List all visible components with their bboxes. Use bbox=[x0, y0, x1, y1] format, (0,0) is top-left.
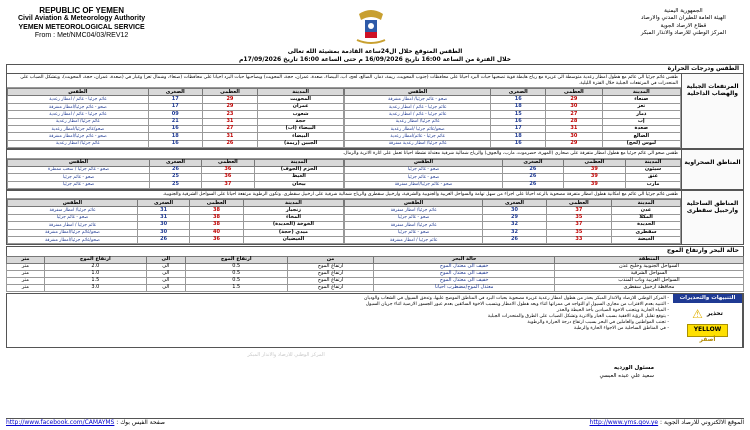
weather-desc: غائم جزئيا/ امطار متفرقة bbox=[8, 207, 138, 214]
table-row bbox=[8, 140, 344, 147]
max-temp: 26 bbox=[202, 140, 257, 147]
header-max: العظمى bbox=[190, 200, 244, 207]
max-temp: 23 bbox=[202, 111, 257, 118]
sea-header-from: من bbox=[287, 257, 374, 264]
desert-table-right bbox=[344, 159, 681, 189]
city-name: الخوخة (الحديدة) bbox=[243, 222, 343, 229]
header-min: الصغرى bbox=[150, 159, 202, 166]
header-weather: الطقس bbox=[345, 89, 491, 96]
table-row bbox=[345, 181, 681, 188]
desert-body bbox=[7, 150, 681, 189]
max-temp: 27 bbox=[546, 111, 602, 118]
sea-wave-from: 0.5 bbox=[185, 278, 287, 285]
min-temp: 18 bbox=[491, 103, 546, 110]
table-row bbox=[345, 111, 681, 118]
min-temp: 21 bbox=[148, 118, 202, 125]
min-temp: 17 bbox=[148, 96, 202, 103]
desert-description: طقس صحو الى غائم جزئيا مع هطول امطار متفرقة على صحاري (المهرة، حضرموت، مارب، والجوف) والرياح شمالية شرقية معتدلة نشطة احيانا تعمل على اثارة الاتربة والرمال. bbox=[7, 150, 681, 159]
desert-table-left bbox=[7, 159, 344, 189]
validity-period bbox=[6, 48, 744, 64]
warning-level-box bbox=[673, 294, 743, 347]
weather-desc: غائم جزئيا - غائم/امطار رعدية bbox=[345, 133, 491, 140]
min-temp: 30 bbox=[483, 207, 547, 214]
weather-desc: صحو - غائم جزئيا/امطار متفرقة bbox=[8, 103, 149, 110]
weather-desc: غائم جزئيا/ امطار رعدية bbox=[8, 140, 149, 147]
max-temp: 33 bbox=[546, 236, 611, 243]
table-body bbox=[345, 96, 681, 148]
min-temp: 16 bbox=[148, 140, 202, 147]
facebook-link[interactable]: http://www.facebook.com/CAMAYMS bbox=[6, 419, 115, 427]
city-name: المكلا bbox=[612, 214, 681, 221]
min-temp: 30 bbox=[137, 229, 189, 236]
weather-desc: صحو - غائم جزئيا/امطار متفرقة bbox=[8, 133, 149, 140]
weather-desc: غائم جزئيا/ امطار متفرقة bbox=[345, 222, 483, 229]
sea-to-label: الى bbox=[146, 264, 185, 271]
min-temp: 16 bbox=[491, 140, 546, 147]
website-label: الموقع الالكتروني للارصاد الجوية : bbox=[660, 419, 744, 427]
header-max: العظمى bbox=[201, 159, 254, 166]
city-name: صنعاء bbox=[602, 96, 680, 103]
highlands-body bbox=[7, 74, 681, 148]
warning-line: - يتوقع تقليل الرؤية الافقية بسبب الغبار والاتربة وتشكل الضباب على الطرق والمنحدرات الجبلية bbox=[487, 314, 669, 320]
coastal-table-left bbox=[7, 199, 344, 244]
header-row bbox=[345, 200, 681, 207]
city-name: عتق bbox=[626, 174, 681, 181]
city-name: بيحان bbox=[254, 181, 343, 188]
max-temp: 37 bbox=[546, 207, 611, 214]
sea-header-state: حالة البحر bbox=[374, 257, 555, 264]
sea-header-to: الى bbox=[146, 257, 185, 264]
warnings-block bbox=[6, 293, 744, 348]
header-weather: الطقس bbox=[8, 200, 138, 207]
city-name: مارب bbox=[626, 181, 681, 188]
min-temp: 16 bbox=[148, 126, 202, 133]
max-temp: 39 bbox=[563, 181, 625, 188]
service-name-en: YEMEN METEOROLOGICAL SERVICE bbox=[18, 23, 145, 31]
coastal-table-right bbox=[344, 199, 681, 244]
validity-line2: خلال الفترة من الساعة 16:00 تاريخ 16/09/2026 م حتى الساعة 16:00 تاريخ 17/09/2026م bbox=[239, 55, 511, 63]
max-temp: 31 bbox=[202, 118, 257, 125]
max-temp: 38 bbox=[190, 214, 244, 221]
city-name: البيضاء (اب) bbox=[258, 126, 344, 133]
sea-unit: متر bbox=[7, 285, 45, 292]
footer bbox=[6, 418, 744, 427]
sea-header-area: المنطقة bbox=[554, 257, 743, 264]
header-city: المدينة bbox=[258, 89, 344, 96]
sea-unit: متر bbox=[7, 264, 45, 271]
city-name: المخاء bbox=[243, 214, 343, 221]
sea-section-title: حالة البحر وارتفاع الموج bbox=[6, 246, 744, 256]
header-min: الصغرى bbox=[148, 89, 202, 96]
weather-desc: صحو - غائم جزئيا bbox=[345, 229, 483, 236]
city-name: سقطرى bbox=[612, 229, 681, 236]
warning-exclamation-icon: ⚠ bbox=[692, 306, 703, 321]
min-temp: 25 bbox=[150, 174, 202, 181]
sea-wave-to: 3.0 bbox=[44, 285, 146, 292]
weather-section-title: الطقس ودرجات الحرارة bbox=[6, 64, 744, 74]
sea-state: خفيف الى معتدل الموج bbox=[374, 271, 555, 278]
header-min: الصغرى bbox=[483, 200, 547, 207]
sea-to-label: الى bbox=[146, 285, 185, 292]
min-temp: 26 bbox=[483, 236, 547, 243]
warning-line: - في المناطق الساحلية من الاجواء الحارة والرطبة bbox=[574, 326, 669, 332]
sea-header-wave: ارتفاع الموج bbox=[185, 257, 287, 264]
sea-wave-to: 1.5 bbox=[44, 278, 146, 285]
header-city: المدينة bbox=[243, 200, 343, 207]
weather-desc: غائم جزئيا / امطار متفرقة bbox=[8, 222, 138, 229]
sea-row bbox=[7, 285, 744, 292]
weather-desc: صحو - غائم جزئيا/امطار متفرقة bbox=[345, 181, 503, 188]
table-row bbox=[345, 126, 681, 133]
weather-desc: صحو - غائم جزئيا / سحب ممطرة bbox=[8, 166, 150, 173]
weather-desc: غائم جزئيا - غائم / امطار رعدية bbox=[345, 111, 491, 118]
weather-desc: صحو - غائم جزئيا bbox=[8, 181, 150, 188]
coastal-tables bbox=[7, 199, 681, 244]
facebook-label: صفحة الفيس بوك : bbox=[116, 419, 165, 427]
min-temp: 26 bbox=[503, 166, 564, 173]
table-head bbox=[345, 159, 681, 166]
city-name: ذمار bbox=[602, 111, 680, 118]
desert-tables bbox=[7, 159, 681, 189]
warning-level-ar: تحذير bbox=[706, 310, 723, 318]
table-body bbox=[345, 207, 681, 244]
facebook-link-group bbox=[6, 420, 165, 427]
max-temp: 36 bbox=[201, 174, 254, 181]
weather-desc: صحو - غائم جزئيا bbox=[345, 166, 503, 173]
max-temp: 29 bbox=[202, 103, 257, 110]
max-temp: 36 bbox=[201, 166, 254, 173]
sea-state: خفيف الى معتدل الموج bbox=[374, 278, 555, 285]
max-temp: 31 bbox=[546, 126, 602, 133]
max-temp: 36 bbox=[190, 236, 244, 243]
min-temp: 31 bbox=[137, 207, 189, 214]
table-head bbox=[8, 200, 344, 207]
city-name: الغيضة bbox=[612, 236, 681, 243]
city-name: الحزم (الجوف) bbox=[254, 166, 343, 173]
table-row bbox=[345, 118, 681, 125]
weather-desc: غائم جزئيا - غائم / امطار رعدية bbox=[345, 103, 491, 110]
header-weather: الطقس bbox=[8, 159, 150, 166]
sea-from-label: ارتفاع الموج bbox=[287, 264, 374, 271]
city-name: تعز bbox=[602, 103, 680, 110]
header-weather: الطقس bbox=[345, 200, 483, 207]
city-name: البيضاء bbox=[258, 133, 344, 140]
min-temp: 18 bbox=[148, 133, 202, 140]
city-name: عدن bbox=[612, 207, 681, 214]
weather-desc: صحو - غائم جزئيا bbox=[8, 214, 138, 221]
header-max: العظمى bbox=[202, 89, 257, 96]
sea-unit: متر bbox=[7, 278, 45, 285]
min-temp: 09 bbox=[148, 111, 202, 118]
warning-line: - التنبيه بعدم الاقتراب من مجاري السيول او التواجد في ممراتها اثناء وبعد هطول الامطار ويتسبب الاخوة السائقين بعدم عبور الجسور الارضية اثناء جريان السيول bbox=[365, 302, 669, 308]
header-min: الصغرى bbox=[137, 200, 189, 207]
weather-desc: غائم جزئيا/ امطار رعدية bbox=[345, 118, 491, 125]
min-temp: 31 bbox=[137, 214, 189, 221]
min-temp: 32 bbox=[483, 222, 547, 229]
city-name: الحديدة bbox=[612, 222, 681, 229]
warning-line: - تجنب المواطنين والعاملين في البحر بسبب ارتفاع درجة الحرارة والرطوبة bbox=[527, 320, 669, 326]
center-name-ar: المركز الوطني للارصاد والانذار المبكر bbox=[640, 30, 726, 37]
website-link-group bbox=[590, 420, 744, 427]
city-name: الغيظ bbox=[254, 174, 343, 181]
max-temp: 39 bbox=[563, 166, 625, 173]
shift-officer-name: سعيد علي عبده العبسي bbox=[599, 373, 654, 380]
max-temp: 29 bbox=[202, 96, 257, 103]
weather-desc: غائم جزئيا/ امطار رعدية متفرقة bbox=[345, 140, 491, 147]
sea-state-table bbox=[6, 256, 744, 292]
weather-desc: غائم جزئيا/ امطار رعدية bbox=[8, 118, 149, 125]
max-temp: 29 bbox=[546, 140, 602, 147]
warning-line: - المركز الوطني للارصاد والانذار المبكر يحذر من هطول امطار رعدية غزيرة مصحوبة بحبات البرد في المناطق الموضح عليها، وتدفق السيول في الشعاب والوديان bbox=[364, 296, 669, 302]
max-temp: 35 bbox=[546, 229, 611, 236]
sea-area: السواحل الغربية وباب المندب bbox=[554, 278, 743, 285]
highlands-table-right bbox=[344, 88, 681, 148]
sea-table-body bbox=[7, 264, 744, 292]
min-temp: 17 bbox=[148, 103, 202, 110]
max-temp: 37 bbox=[546, 222, 611, 229]
form-code: From : Met/NMC04/03/REV12 bbox=[34, 31, 129, 39]
table-row bbox=[345, 174, 681, 181]
sector-name-ar: قطاع الارصاد الجوية bbox=[660, 22, 707, 29]
header-weather: الطقس bbox=[8, 89, 149, 96]
table-body bbox=[8, 96, 344, 148]
coastal-region-label: المناطق الساحلية وارخبيل سقطرى bbox=[681, 191, 743, 244]
highlands-block bbox=[6, 73, 744, 149]
min-temp: 16 bbox=[491, 96, 546, 103]
sea-wave-from: 1.5 bbox=[185, 285, 287, 292]
max-temp: 38 bbox=[190, 207, 244, 214]
authority-name-en: Civil Aviation & Meteorology Authority bbox=[18, 15, 146, 23]
table-row bbox=[8, 103, 344, 110]
sea-header-unit: متر bbox=[7, 257, 45, 264]
table-row bbox=[345, 140, 681, 147]
sea-area: السواحل الجنوبية وخليج عدن bbox=[554, 264, 743, 271]
max-temp: 38 bbox=[190, 222, 244, 229]
weather-desc: صحو - غائم جزئيا bbox=[8, 174, 150, 181]
table-row bbox=[8, 236, 344, 243]
highlands-tables bbox=[7, 88, 681, 148]
stamp-text: المركز الوطني للارصاد والانذار المبكر bbox=[247, 352, 325, 359]
country-name-ar: الجمهورية اليمنية bbox=[664, 8, 703, 14]
sea-state: خفيف الى معتدل الموج bbox=[374, 264, 555, 271]
weather-desc: صحو - غائم جزئيا bbox=[345, 174, 503, 181]
table-head bbox=[345, 89, 681, 96]
max-temp: 28 bbox=[546, 118, 602, 125]
shift-officer bbox=[600, 364, 654, 381]
header bbox=[6, 4, 744, 48]
min-temp: 26 bbox=[137, 236, 189, 243]
table-body bbox=[345, 166, 681, 188]
min-temp: 29 bbox=[483, 214, 547, 221]
coastal-block bbox=[6, 190, 744, 245]
city-name: إب bbox=[602, 118, 680, 125]
table-row bbox=[345, 222, 681, 229]
header-city: المدينة bbox=[612, 200, 681, 207]
min-temp: 15 bbox=[491, 111, 546, 118]
max-temp: 30 bbox=[546, 103, 602, 110]
sea-from-label: ارتفاع الموج bbox=[287, 285, 374, 292]
header-arabic bbox=[641, 8, 726, 38]
city-name: سيئون bbox=[626, 166, 681, 173]
country-name-en: REPUBLIC OF YEMEN bbox=[39, 6, 124, 15]
weather-desc: صحو/غائم جزئيا/امطار رعدية bbox=[8, 126, 149, 133]
max-temp: 40 bbox=[190, 229, 244, 236]
sea-header-wave-2: ارتفاع الموج bbox=[44, 257, 146, 264]
coastal-body bbox=[7, 191, 681, 244]
max-temp: 29 bbox=[546, 96, 602, 103]
table-head bbox=[8, 89, 344, 96]
sea-unit: متر bbox=[7, 271, 45, 278]
min-temp: 30 bbox=[137, 222, 189, 229]
header-city: المدينة bbox=[626, 159, 681, 166]
weather-desc: غائم جزئيا / امطار متفرقة bbox=[345, 236, 483, 243]
weather-desc: غائم جزئيا - غائم / امطار رعدية bbox=[8, 111, 149, 118]
warnings-text bbox=[7, 294, 673, 347]
city-name: زنجبار bbox=[243, 207, 343, 214]
weather-desc: صحو/غائم جزئيا/امطار متفرقة bbox=[8, 229, 138, 236]
max-temp: 27 bbox=[202, 126, 257, 133]
header-city: المدينة bbox=[254, 159, 343, 166]
coastal-description: طقس غائم جزئيا الى غائم مع امكانية هطول امطار متفرقة مصحوبة بالرعد احيانا على اجزاء من سهل تهامة والسواحل الغربية والجنوبية والشرقية، وارخبيل سقطرى والرياح شمالية شرقية على ارخبيل سقطرى. وتكون الرطوبة مرتفعة احيانا على السواحل الشرقية والجنوبية. bbox=[7, 191, 681, 200]
header-max: العظمى bbox=[546, 89, 602, 96]
center-stamp bbox=[206, 352, 366, 384]
highlands-region-label: المرتفعات الجبلية والهضاب الداخلية bbox=[681, 74, 743, 148]
table-row bbox=[8, 174, 344, 181]
weather-desc: غائم جزئيا - غائم / امطار رعدية bbox=[8, 96, 149, 103]
min-temp: 26 bbox=[150, 166, 202, 173]
header-weather: الطقس bbox=[345, 159, 503, 166]
sea-area: السواحل الشرقية bbox=[554, 271, 743, 278]
sea-wave-to: 2.0 bbox=[44, 264, 146, 271]
signature-area bbox=[6, 350, 744, 388]
warnings-title: التنبيهات والتحذيرات bbox=[673, 294, 742, 302]
max-temp: 35 bbox=[546, 214, 611, 221]
sea-from-label: ارتفاع الموج bbox=[287, 278, 374, 285]
desert-region-label: المناطق الصحراوية bbox=[681, 150, 743, 189]
header-english bbox=[18, 6, 145, 40]
city-name: الجبين (ريمة) bbox=[258, 140, 344, 147]
sea-from-label: ارتفاع الموج bbox=[287, 271, 374, 278]
desert-block bbox=[6, 149, 744, 190]
weather-desc: غائم جزئيا/ امطار متفرقة bbox=[345, 207, 483, 214]
city-name: شعوب bbox=[258, 111, 344, 118]
header-row bbox=[345, 159, 681, 166]
min-temp: 18 bbox=[491, 133, 546, 140]
sea-area: محافظة ارخبيل سقطرى bbox=[554, 285, 743, 292]
city-name: حجة bbox=[258, 118, 344, 125]
max-temp: 39 bbox=[563, 174, 625, 181]
table-row bbox=[345, 166, 681, 173]
sea-wave-from: 0.5 bbox=[185, 271, 287, 278]
warning-level-en: YELLOW bbox=[687, 324, 729, 337]
header-row bbox=[345, 89, 681, 96]
city-name: الغيضيان bbox=[243, 236, 343, 243]
city-name: الضالع bbox=[602, 133, 680, 140]
city-name: المحويت bbox=[258, 96, 344, 103]
table-head bbox=[345, 200, 681, 207]
max-temp: 31 bbox=[202, 133, 257, 140]
sea-wave-from: 0.5 bbox=[185, 264, 287, 271]
weather-desc: صحو - غائم جزئيا bbox=[345, 214, 483, 221]
sea-wave-to: 1.0 bbox=[44, 271, 146, 278]
sea-state: معتدل الموج/مضطرب احيانا bbox=[374, 285, 555, 292]
city-name: صعدة bbox=[602, 126, 680, 133]
shift-officer-title: مسئول الورديه bbox=[613, 365, 654, 372]
validity-line1: الطقس المتوقع خلال ال24ساعة القادمة بمشيئة الله تعالى bbox=[287, 48, 463, 55]
website-link[interactable]: http://www.yms.gov.ye bbox=[589, 419, 659, 427]
table-row bbox=[345, 96, 681, 103]
max-temp: 30 bbox=[546, 133, 602, 140]
table-body bbox=[8, 166, 344, 188]
min-temp: 17 bbox=[491, 126, 546, 133]
header-max: العظمى bbox=[563, 159, 625, 166]
warning-level-ar2: أصفر bbox=[699, 335, 716, 343]
table-row bbox=[345, 236, 681, 243]
header-city: المدينة bbox=[602, 89, 680, 96]
warning-line: - المياه الجارية ويتجنب الاخوة الصيادين بأخذ الحيطة والحذر bbox=[556, 308, 669, 314]
min-temp: 25 bbox=[150, 181, 202, 188]
authority-name-ar: الهيئة العامة للطيران المدني والارصاد bbox=[640, 15, 726, 22]
min-temp: 26 bbox=[503, 181, 564, 188]
table-row bbox=[8, 181, 344, 188]
table-row bbox=[8, 126, 344, 133]
header-min: الصغرى bbox=[503, 159, 564, 166]
table-row bbox=[345, 103, 681, 110]
weather-desc: صحو/غائم جزئيا /امطار رعدية bbox=[345, 126, 491, 133]
min-temp: 32 bbox=[483, 229, 547, 236]
city-name: عمران bbox=[258, 103, 344, 110]
table-row bbox=[8, 222, 344, 229]
max-temp: 37 bbox=[201, 181, 254, 188]
min-temp: 16 bbox=[491, 118, 546, 125]
sea-to-label: الى bbox=[146, 278, 185, 285]
weather-desc: صحو/غائم جزئيا/امطار متفرقة bbox=[8, 236, 138, 243]
table-body bbox=[8, 207, 344, 244]
min-temp: 26 bbox=[503, 174, 564, 181]
warning-level-row bbox=[692, 308, 723, 322]
header-max: العظمى bbox=[546, 200, 611, 207]
header-row bbox=[8, 200, 344, 207]
city-name: ميدي (حجة) bbox=[243, 229, 343, 236]
yemen-emblem-icon bbox=[351, 6, 391, 46]
highlands-description: طقس غائم جزئيا الى غائم مع هطول امطار رعدية متوسطة الى غزيرة مع رياح هابطة قوية تصحبها حبات البرد احيانا على محافظات (جنوب المحويت، ريمة، ذمار، الضالع، لحج، اب، البيضاء، صعدة، عمران، حجة، المحويت) ويصاحبها حبات البرد احيانا على محافظات (صنعاء، وشمال تعز) وغبار في (صعدة، عمران، حجة، المحويت)، ويتشكل الضباب على المنحدرات في المرتفعات الجبلية خلال الفترة الليلية. bbox=[7, 74, 681, 88]
header-min: الصغرى bbox=[491, 89, 546, 96]
weather-desc: صحو - غائم جزئيا/ امطار متفرقة bbox=[345, 96, 491, 103]
header-row bbox=[8, 89, 344, 96]
highlands-table-left bbox=[7, 88, 344, 148]
sea-to-label: الى bbox=[146, 271, 185, 278]
city-name: لبوس (لحج) bbox=[602, 140, 680, 147]
